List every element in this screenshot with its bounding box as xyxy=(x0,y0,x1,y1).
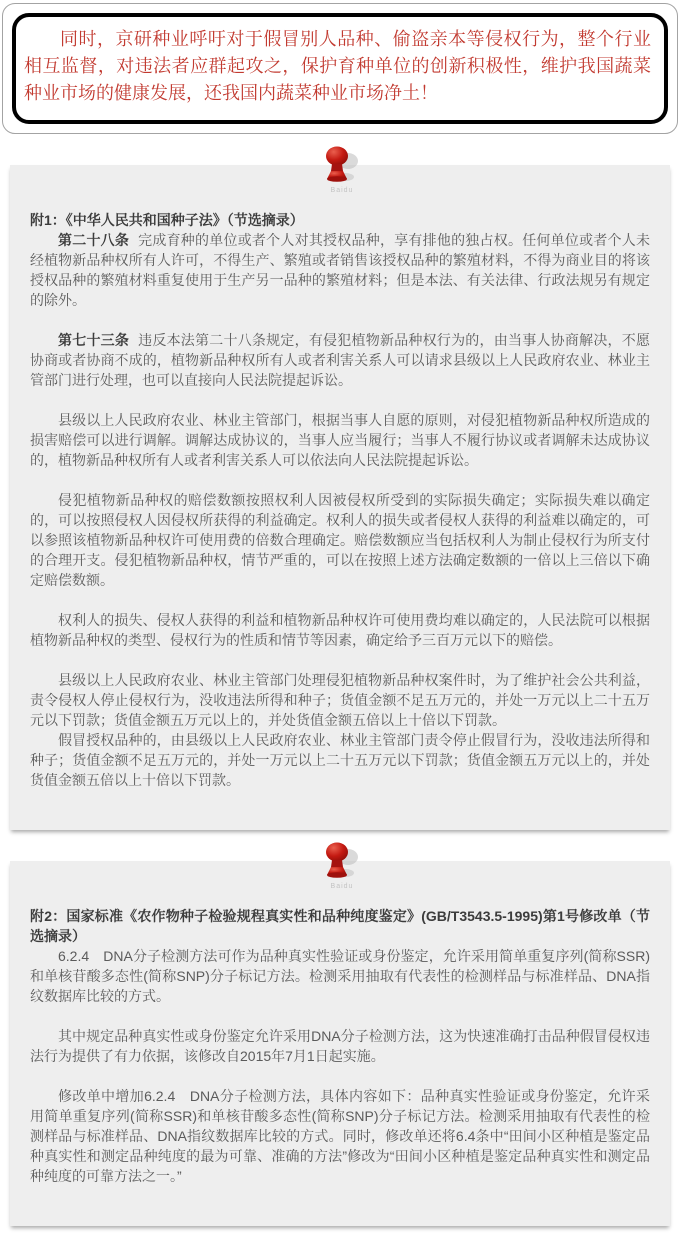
callout-text: 同时，京研种业呼吁对于假冒别人品种、偷盗亲本等侵权行为，整个行业相互监督，对违法者应群起攻之，保护育种单位的创新积极性，维护我国蔬菜种业市场的健康发展，还我国内蔬菜种业市场净土！ xyxy=(24,29,651,103)
callout-bubble-border xyxy=(12,13,668,124)
law-paragraph xyxy=(30,410,650,470)
pushpin-graphic xyxy=(317,146,363,190)
pushpin-graphic xyxy=(317,842,363,886)
watermark-text: Baidu xyxy=(330,883,354,890)
attachment-2-panel xyxy=(10,861,670,1226)
article-number: 第二十八条 xyxy=(58,232,130,248)
article-number: 第七十三条 xyxy=(58,332,130,348)
attachment-1-heading: 附1：《中华人民共和国种子法》（节选摘录） xyxy=(30,212,304,228)
law-paragraph xyxy=(30,670,650,730)
paragraph-text: 其中规定品种真实性或身份鉴定允许采用DNA分子检测方法，这为快速准确打击品种假冒侵权违法行为提供了有力依据，该修改自2015年7月1日起实施。 xyxy=(30,1028,650,1064)
attachment-1-panel xyxy=(10,165,670,830)
paragraph-text: 权利人的损失、侵权人获得的利益和植物新品种权许可使用费均难以确定的，人民法院可以根据植物新品种权的类型、侵权行为的性质和情节等因素，确定给予三百万元以下的赔偿。 xyxy=(30,612,650,648)
callout-bubble xyxy=(2,3,678,134)
paragraph-text: 县级以上人民政府农业、林业主管部门处理侵犯植物新品种权案件时，为了维护社会公共利益，责令侵权人停止侵权行为，没收违法所得和种子；货值金额不足五万元的，并处一万元以上二十五万元以下罚款；货值金额五万元以上的，并处货值金额五倍以上十倍以下罚款。 xyxy=(30,672,650,728)
law-paragraph xyxy=(30,490,650,590)
law-paragraph xyxy=(30,330,650,390)
pushpin-icon xyxy=(305,146,375,195)
page-bottom-spacer xyxy=(0,1226,680,1242)
law-paragraph xyxy=(30,610,650,650)
paragraph-text: 假冒授权品种的，由县级以上人民政府农业、林业主管部门责令停止假冒行为，没收违法所得和种子；货值金额不足五万元的，并处一万元以上二十五万元以下罚款；货值金额五万元以上的，并处货值金额五倍以上十倍以下罚款。 xyxy=(30,732,650,788)
paragraph-text: 修改单中增加6.2.4 DNA分子检测方法，具体内容如下：品种真实性验证或身份鉴定，允许采用简单重复序列(简称SSR)和单核苷酸多态性(简称SNP)分子标记方法。检测采用抽取有代表性的检测样品与标准样品、DNA指纹数据库比较的方式。同时，修改单还将6.4条中“田间小区种植是鉴定品种真实性和测定品种纯度的最为可靠、准确的方法”修改为“田间小区种植是鉴定品种真实性和测定品种纯度的可靠方法之一。” xyxy=(30,1088,650,1184)
paragraph-text: 县级以上人民政府农业、林业主管部门，根据当事人自愿的原则，对侵犯植物新品种权所造成的损害赔偿可以进行调解。调解达成协议的，当事人应当履行；当事人不履行协议或者调解未达成协议的，植物新品种权所有人或者利害关系人可以依法向人民法院提起诉讼。 xyxy=(30,412,650,468)
attachment-2-heading: 附2：国家标准《农作物种子检验规程真实性和品种纯度鉴定》(GB/T3543.5-1995)第1号修改单（节选摘录） xyxy=(30,908,650,944)
paragraph-text: 6.2.4 DNA分子检测方法可作为品种真实性验证或身份鉴定，允许采用简单重复序列(简称SSR)和单核苷酸多态性(简称SNP)分子标记方法。检测采用抽取有代表性的检测样品与标准样品、DNA指纹数据库比较的方式。 xyxy=(30,948,650,1004)
standard-paragraph xyxy=(30,946,650,1006)
paragraph-text: 侵犯植物新品种权的赔偿数额按照权利人因被侵权所受到的实际损失确定；实际损失难以确定的，可以按照侵权人因侵权所获得的利益确定。权利人的损失或者侵权人获得的利益难以确定的，可以参照该植物新品种权许可使用费的倍数合理确定。赔偿数额应当包括权利人为制止侵权行为所支付的合理开支。侵犯植物新品种权，情节严重的，可以在按照上述方法确定数额的一倍以上三倍以下确定赔偿数额。 xyxy=(30,492,650,588)
watermark-text: Baidu xyxy=(330,187,354,194)
paragraph-text: 违反本法第二十八条规定，有侵犯植物新品种权行为的，由当事人协商解决，不愿协商或者协商不成的，植物新品种权所有人或者利害关系人可以请求县级以上人民政府农业、林业主管部门进行处理，也可以直接向人民法院提起诉讼。 xyxy=(30,332,650,388)
paragraph-text: 完成育种的单位或者个人对其授权品种，享有排他的独占权。任何单位或者个人未经植物新品种权所有人许可，不得生产、繁殖或者销售该授权品种的繁殖材料，不得为商业目的将该授权品种的繁殖材料重复使用于生产另一品种的繁殖材料；但是本法、有关法律、行政法规另有规定的除外。 xyxy=(30,232,650,308)
pushpin-icon xyxy=(305,842,375,891)
standard-paragraph xyxy=(30,1086,650,1186)
law-paragraph xyxy=(30,730,650,790)
standard-paragraph xyxy=(30,1026,650,1066)
law-paragraph xyxy=(30,230,650,310)
